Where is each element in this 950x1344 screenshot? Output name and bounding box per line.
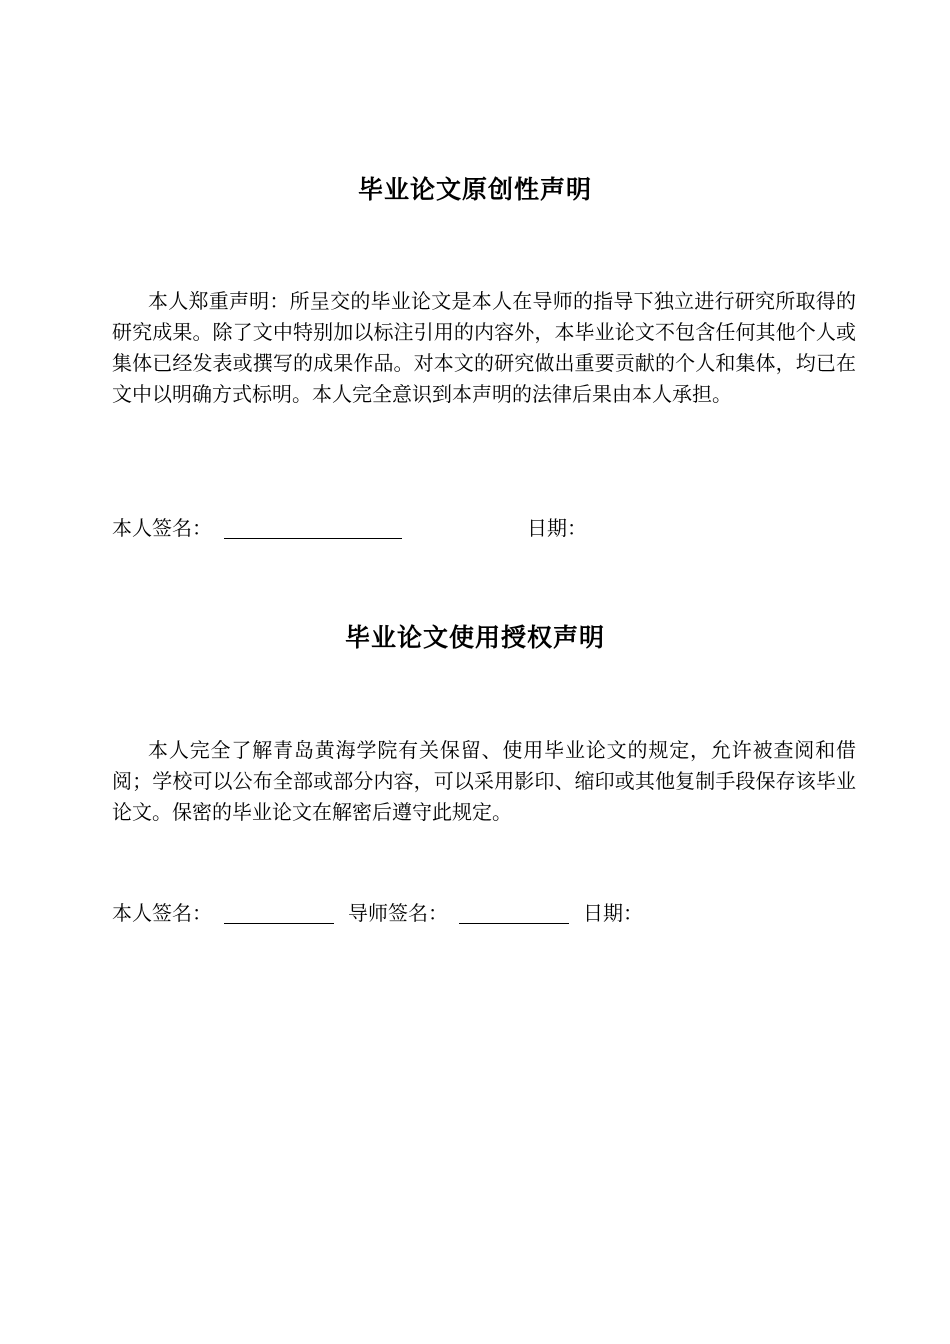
date-label: 日期： bbox=[583, 901, 643, 925]
student-signature-line bbox=[224, 923, 334, 924]
advisor-signature-line bbox=[459, 923, 569, 924]
authorization-signature-row bbox=[112, 898, 856, 928]
originality-declaration-title: 毕业论文原创性声明 bbox=[357, 175, 592, 204]
student-signature-label: 本人签名： bbox=[112, 901, 212, 925]
authorization-declaration-body: 本人完全了解青岛黄海学院有关保留、使用毕业论文的规定，允许被查阅和借阅；学校可以公布全部或部分内容，可以采用影印、缩印或其他复制手段保存该毕业论文。保密的毕业论文在解密后遵守此规定。 bbox=[112, 738, 856, 824]
student-signature-label: 本人签名： bbox=[112, 516, 212, 540]
date-label: 日期： bbox=[527, 516, 587, 540]
authorization-declaration-title: 毕业论文使用授权声明 bbox=[344, 623, 605, 652]
originality-declaration-body: 本人郑重声明：所呈交的毕业论文是本人在导师的指导下独立进行研究所取得的研究成果。除了文中特别加以标注引用的内容外，本毕业论文不包含任何其他个人或集体已经发表或撰写的成果作品。对本文的研究做出重要贡献的个人和集体，均已在文中以明确方式标明。本人完全意识到本声明的法律后果由本人承担。 bbox=[112, 289, 856, 406]
student-signature-line bbox=[224, 538, 402, 539]
advisor-signature-label: 导师签名： bbox=[348, 901, 448, 925]
originality-signature-row bbox=[112, 513, 856, 543]
